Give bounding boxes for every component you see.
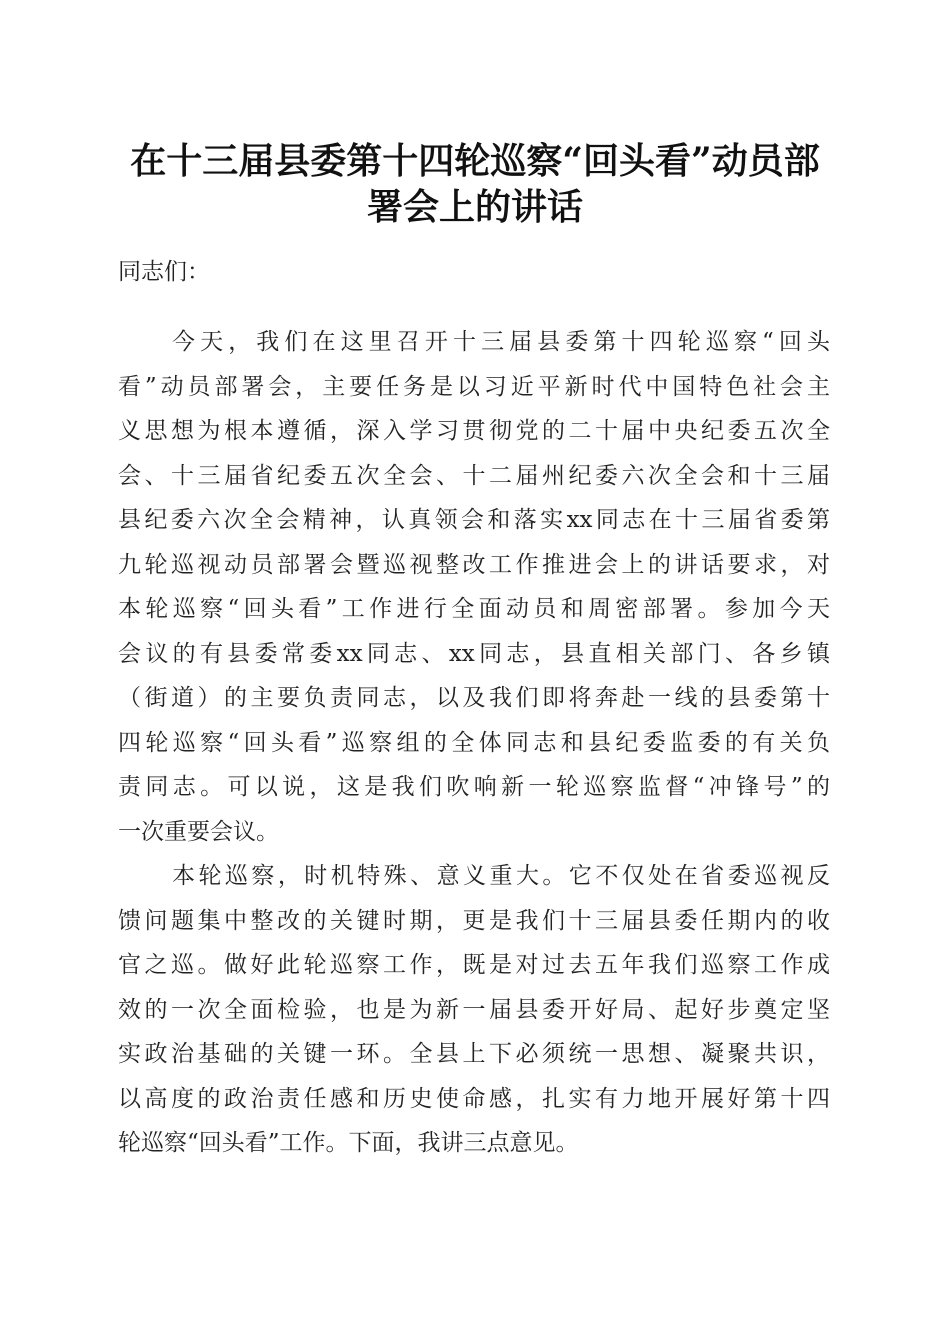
paragraph-1-line: 今天，我们在这里召开十三届县委第十四轮巡察“回头 <box>172 329 830 355</box>
paragraph-2-line: 以高度的政治责任感和历史使命感，扎实有力地开展好第十四 <box>118 1086 830 1112</box>
paragraph-2-line: 实政治基础的关键一环。全县上下必须统一思想、凝聚共识， <box>118 1041 830 1067</box>
paragraph-1-line: 会议的有县委常委xx同志、xx同志，县直相关部门、各乡镇 <box>118 641 830 667</box>
paragraph-1-line: 责同志。可以说，这是我们吹响新一轮巡察监督“冲锋号”的 <box>118 774 830 800</box>
paragraph-1-line: 看”动员部署会，主要任务是以习近平新时代中国特色社会主 <box>118 374 830 400</box>
paragraph-1-line: 四轮巡察“回头看”巡察组的全体同志和县纪委监委的有关负 <box>118 730 830 756</box>
paragraph-1-line: 县纪委六次全会精神，认真领会和落实xx同志在十三届省委第 <box>118 507 830 533</box>
paragraph-2-line: 馈问题集中整改的关键时期，更是我们十三届县委任期内的收 <box>118 908 830 934</box>
paragraph-1-line: （街道）的主要负责同志，以及我们即将奔赴一线的县委第十 <box>118 685 830 711</box>
paragraph-1-line: 九轮巡视动员部署会暨巡视整改工作推进会上的讲话要求，对 <box>118 552 830 578</box>
paragraph-2-line: 效的一次全面检验，也是为新一届县委开好局、起好步奠定坚 <box>118 997 830 1023</box>
paragraph-2-line: 轮巡察“回头看”工作。下面，我讲三点意见。 <box>118 1130 579 1156</box>
document-title-line-2: 署会上的讲话 <box>366 186 583 228</box>
paragraph-2-line: 本轮巡察，时机特殊、意义重大。它不仅处在省委巡视反 <box>172 863 830 889</box>
paragraph-2-line: 官之巡。做好此轮巡察工作，既是对过去五年我们巡察工作成 <box>118 952 830 978</box>
paragraph-1-line: 一次重要会议。 <box>118 819 279 845</box>
paragraph-1-line: 义思想为根本遵循，深入学习贯彻党的二十届中央纪委五次全 <box>118 418 830 444</box>
salutation: 同志们： <box>118 259 210 285</box>
paragraph-1-line: 本轮巡察“回头看”工作进行全面动员和周密部署。参加今天 <box>118 596 830 622</box>
document-title-line-1: 在十三届县委第十四轮巡察“回头看”动员部 <box>130 140 820 182</box>
paragraph-1-line: 会、十三届省纪委五次全会、十二届州纪委六次全会和十三届 <box>118 463 830 489</box>
